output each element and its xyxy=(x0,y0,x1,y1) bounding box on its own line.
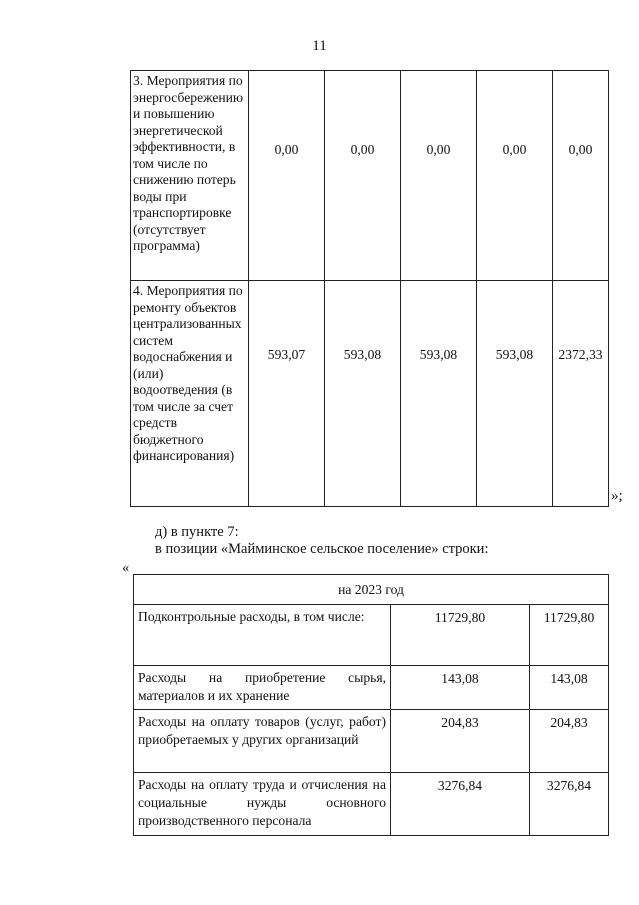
expense-value: 204,83 xyxy=(391,710,530,773)
year-header: на 2023 год xyxy=(134,575,609,605)
table-row xyxy=(134,773,609,836)
expense-description: Расходы на приобретение сырья, материалов и их хранение xyxy=(134,666,391,710)
expense-description: Подконтрольные расходы, в том числе: xyxy=(134,605,391,666)
expenses-table xyxy=(133,574,609,836)
measure-name-cell: 4. Мероприятия по ремонту объектов централизованных систем водоснабжения и (или) водоотведения (в том числе за счет средств бюджетного финансирования) xyxy=(131,281,249,507)
table-row xyxy=(134,605,609,666)
paragraph-d: д) в пункте 7: xyxy=(155,524,239,540)
value-cell: 0,00 xyxy=(426,142,451,158)
value-cell: 593,07 xyxy=(267,347,306,363)
measures-table xyxy=(130,70,609,507)
value-cell: 0,00 xyxy=(568,142,593,158)
value-cell: 593,08 xyxy=(419,347,458,363)
value-cell: 593,08 xyxy=(343,347,382,363)
table-header-row xyxy=(134,575,609,605)
table-row xyxy=(131,281,609,507)
table-row xyxy=(134,710,609,773)
expense-value: 3276,84 xyxy=(391,773,530,836)
closing-quote: »; xyxy=(611,488,623,504)
expense-value: 11729,80 xyxy=(530,605,609,666)
expense-description: Расходы на оплату труда и отчисления на социальные нужды основного производственного персонала xyxy=(134,773,391,836)
paragraph-position: в позиции «Майминское сельское поселение» строки: xyxy=(155,541,489,557)
expense-value: 11729,80 xyxy=(391,605,530,666)
value-cell: 0,00 xyxy=(350,142,375,158)
expense-value: 3276,84 xyxy=(530,773,609,836)
opening-quote: « xyxy=(122,560,130,576)
expense-value: 204,83 xyxy=(530,710,609,773)
table-row xyxy=(134,666,609,710)
expense-value: 143,08 xyxy=(530,666,609,710)
measure-name-cell: 3. Мероприятия по энергосбережению и повышению энергетической эффективности, в том числе по снижению потерь воды при транспортировке (отсутствует программа) xyxy=(131,71,249,281)
expense-description: Расходы на оплату товаров (услуг, работ) приобретаемых у других организаций xyxy=(134,710,391,773)
value-cell: 2372,33 xyxy=(558,347,603,363)
table-row xyxy=(131,71,609,281)
value-cell: 0,00 xyxy=(502,142,527,158)
value-cell: 0,00 xyxy=(274,142,299,158)
page-number: 11 xyxy=(312,38,327,54)
value-cell: 593,08 xyxy=(495,347,534,363)
expense-value: 143,08 xyxy=(391,666,530,710)
